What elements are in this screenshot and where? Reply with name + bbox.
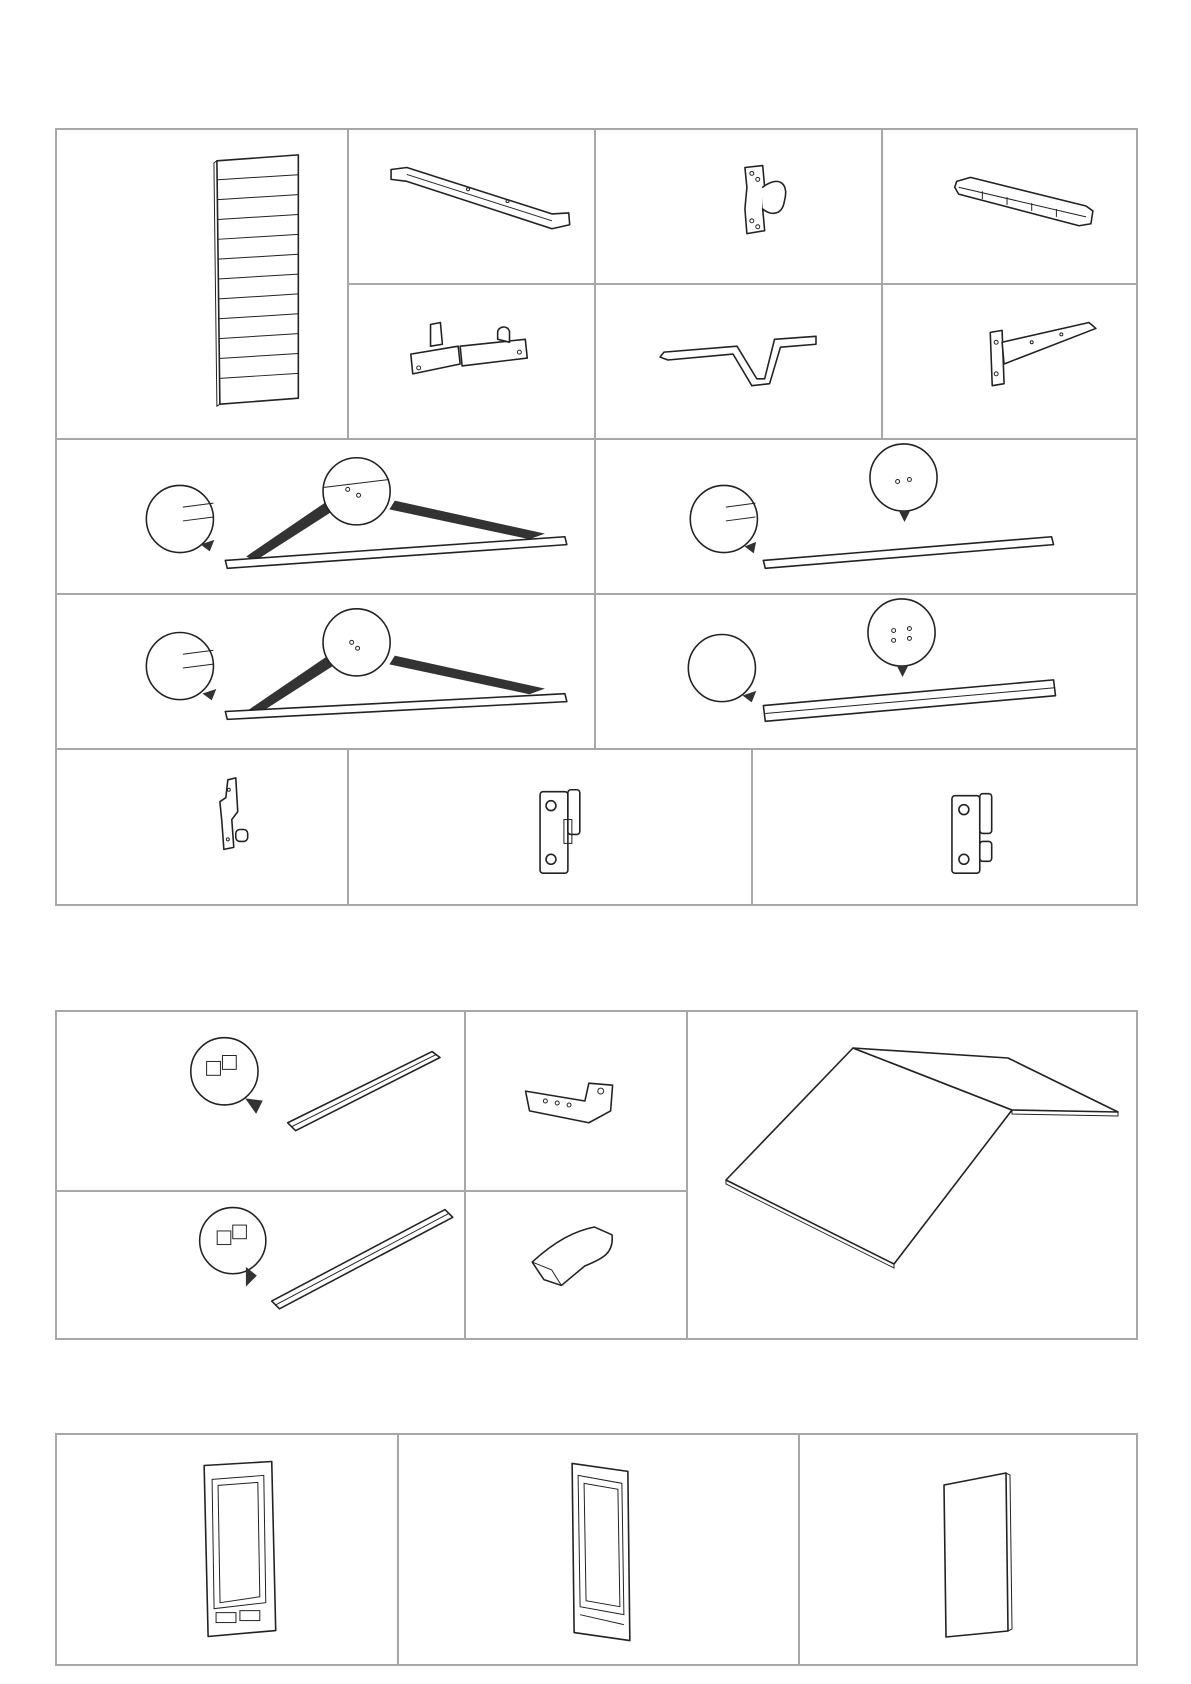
t-hinge-illustration	[883, 285, 1136, 438]
latch-bolt-cell	[349, 285, 596, 440]
door-parts-table	[55, 1433, 1138, 1666]
vent-strip-illustration	[883, 130, 1136, 283]
door-panel-illustration	[800, 1435, 1136, 1664]
door-frame-right-illustration	[399, 1435, 798, 1664]
roof-panel-cell	[688, 1012, 1136, 1338]
hinge-bracket-right-cell	[753, 750, 1136, 904]
rail-a-illustration	[57, 440, 594, 593]
rail-c-illustration	[57, 595, 594, 748]
door-frame-left-illustration	[57, 1435, 397, 1664]
rail-d-cell	[596, 595, 1136, 750]
slide-bolt-cell	[57, 750, 349, 904]
roof-panel-illustration	[688, 1012, 1136, 1338]
t-hinge-cell	[883, 285, 1136, 440]
wall-panel-cell	[57, 130, 349, 440]
bracket-bar-illustration	[349, 130, 594, 283]
rail-d-illustration	[596, 595, 1136, 748]
door-frame-left-cell	[57, 1435, 399, 1664]
ridge-profile-a-cell	[57, 1012, 466, 1192]
ridge-profile-b-illustration	[57, 1192, 464, 1338]
rail-b-illustration	[596, 440, 1136, 593]
door-frame-right-cell	[399, 1435, 800, 1664]
handle-plate-cell	[596, 130, 883, 285]
ridge-profile-a-illustration	[57, 1012, 464, 1190]
ridge-cap-cell	[466, 1192, 688, 1338]
small-fittings-row	[57, 750, 1136, 904]
corner-connector-cell	[466, 1012, 688, 1192]
wall-panel-illustration	[57, 130, 347, 438]
rail-a-cell	[57, 440, 596, 595]
hinge-bracket-left-illustration	[349, 750, 751, 904]
vent-strip-cell	[883, 130, 1136, 285]
ridge-cap-illustration	[466, 1192, 686, 1338]
door-panel-cell	[800, 1435, 1136, 1664]
hinge-bracket-left-cell	[349, 750, 753, 904]
corner-connector-illustration	[466, 1012, 686, 1190]
latch-bolt-illustration	[349, 285, 594, 438]
ridge-profile-b-cell	[57, 1192, 466, 1338]
z-rod-illustration	[596, 285, 881, 438]
hinge-bracket-right-illustration	[753, 750, 1136, 904]
handle-plate-illustration	[596, 130, 881, 283]
roof-parts-table	[55, 1010, 1138, 1340]
rail-b-cell	[596, 440, 1136, 595]
slide-bolt-illustration	[57, 750, 347, 904]
bracket-bar-cell	[349, 130, 596, 285]
hardware-parts-table	[55, 128, 1138, 906]
rail-c-cell	[57, 595, 596, 750]
z-rod-cell	[596, 285, 883, 440]
